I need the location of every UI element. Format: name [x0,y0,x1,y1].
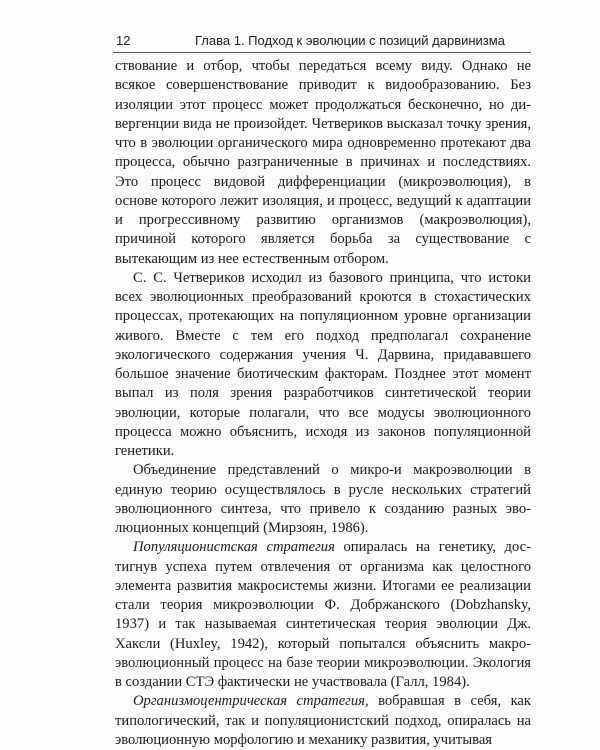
paragraph-4-text: опиралась на генетику, достигнув успеха путем отвлечения от организма как целостного элемента развития макросистемы жизни. Итогами ее реализации стали теория микроэволюции Ф. Добржанского (Dobzhansky, 1937) и так называемая синтетическая теория эволюции Дж. Хаксли (Huxley, 1942), который попытался объяснить макроэволюционный процесс на базе теории микроэволюции. Экология в создании СТЭ фактически не участвовала (Галл, 1984). [115,539,531,690]
page-header [0,0,600,50]
paragraph-5-text: , вобравшая в себя, как типологический, так и популяционистский подход, опиралась на эволюционную морфологию и механику развития, учитывая [115,693,531,748]
paragraph-3-text: Объединение представлений о микро-и макроэволюции в единую теорию осуществлялось в русле нескольких стратегий эволюционного синтеза, что привело к созданию разных эволюционных концепций (Мирзоян, 1986). [115,462,531,536]
paragraph-1-text: ствование и отбор, чтобы передаться всему виду. Однако не всякое совершенствование приводит к видообразованию. Без изоляции этот процесс может продолжаться бесконечно, но дивергенции вида не произойдет. Четвериков высказал точку зрения, что в эволюции органического мира одновременно протекают два процесса, обычно разграниченные в причинах и последствиях. Это процесс видовой дифференциации (микроэволюция), в основе которого лежит изоляция, и процесс, ведущий к адаптации и прогрессивному развитию организмов (макроэволюция), причиной которого является борьба за существование с вытекающим из нее естественным отбором. [115,58,531,267]
paragraph-3 [115,461,531,538]
running-head: Глава 1. Подход к эволюции с позиций дарвинизма [195,33,505,48]
body-text [115,57,531,750]
paragraph-2-text: С. С. Четвериков исходил из базового принципа, что истоки всех эволюционных преобразований кроются в стохастических процессах, протекающих на популяционном уровне организации живого. Вместе с тем его подход предполагал сохранение экологического содержания учения Ч. Дарвина, придававшего большое значение биотическим факторам. Позднее этот момент выпал из поля зрения разработчиков синтетической теории эволюции, которые полагали, что все модусы эволюционного процесса можно объяснить, исходя из законов популяционной генетики. [115,269,531,459]
paragraph-5 [115,692,531,750]
paragraph-4 [115,538,531,692]
paragraph-5-italic-term: Организмоцентрическая стратегия [133,693,365,710]
header-rule [113,52,531,53]
paragraph-2 [115,269,531,462]
paragraph-4-italic-term: Популяционистская стратегия [133,539,335,556]
page-number: 12 [116,33,131,48]
paragraph-1 [115,57,531,269]
